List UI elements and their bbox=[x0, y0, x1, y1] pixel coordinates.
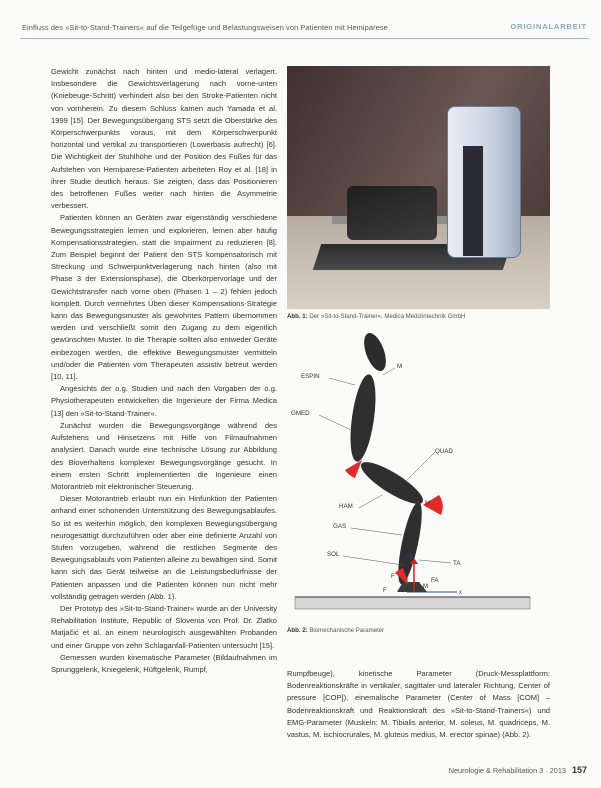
header-rule bbox=[20, 38, 589, 39]
page-footer bbox=[449, 765, 587, 775]
head-segment bbox=[360, 330, 391, 374]
right-text-column: Rumpfbeuge), kinetische Parameter (Druck-Messplattform: Bodenreaktionskräfte in vertikaler, sagittaler und lateraler Richtung, Center of pressure [COP]), einemalische Parameter (Center of Mass [COM] – Bodenreaktionskraft und Reaktionskraft des »Sit-to-Stand-Trainers«) und EMG-Parameter (Muskeln: M. Tibialis anterior, M. soleus, M. quadriceps, M. vastus, M. ischiocrurales, M. gluteus medius, M. erector spinae) (Abb. 2). bbox=[287, 669, 550, 740]
knee-moment-label: M bbox=[423, 583, 429, 590]
ham-label: HAM bbox=[339, 503, 353, 510]
figure2-caption bbox=[287, 627, 384, 634]
x-axis-label: x bbox=[459, 589, 463, 596]
ham-leader bbox=[359, 495, 382, 508]
figure2-caption-text: Biomechanische Parameter bbox=[309, 627, 385, 634]
paragraph: Patienten können an Geräten zwar eigenständig verschiedene Bewegungsstrategien lernen und explorieren, lernen aber häufig Kompensationsstrategien, statt die Impairment zu reduzieren [8]. Zum Beispiel beginnt der Patient den STS kompensatorisch mit Streckung und Schwerpunktverlagerung nach hinten (also mit Phase 3 der Extensionsphase), die Oberkörpervorlage und der Gewichtstransfer nach vorne oben (Phasen 1 – 2) fehlen jedoch komplett. Durch vermehrtes Üben dieser Kompensations-Strategie kann das Bewegungsmuster als gewohntes Pattern übernommen werden und verschließt somit den Zugang zu dem eigentlich gewünschten Muster. In die Therapie sollten also entweder Geräte einbezogen werden, die effektive Bewegungsmuster vermitteln und/oder die Patienten vom Therapeuten assistiv betreut werden [10, 11]. bbox=[51, 213, 277, 382]
trainer-column-panel bbox=[463, 146, 483, 256]
force-a-label: FA bbox=[431, 577, 439, 584]
paragraph: Dieser Motorantrieb erlaubt nun ein Hinfunktion der Patienten anhand einer schonenden Unterstützung des Bewegungsablaufes. So ist es weiterhin möglich, den komplexen Bewegungsübergang neurogesättigt durchzuführen oder aber eine definierte Anzahl von Stufen vorzugeben, während die restlichen Segmente des Bewegungsablaufs vom Patienten alleine zu bewältigen sind. Somit kann sich das Gerät teilweise an die Leistungsbedürfnisse der Patienten anpassen und die Patienten können nun nicht mehr vollständig getragen werden (Abb. 1). bbox=[51, 494, 277, 601]
paragraph: Angesichts der o.g. Studien und nach den Vorgaben der o.g. Physiotherapeuten entwickelten die Ingenieure der Firma Medica [13] den »Sit-to-Stand-Trainer«. bbox=[51, 384, 277, 418]
left-text-column bbox=[51, 66, 277, 756]
trainer-column bbox=[447, 106, 521, 258]
y-axis-label: y bbox=[409, 553, 413, 560]
journal-name: Neurologie & Rehabilitation 3 · 2013 bbox=[448, 766, 566, 775]
running-header bbox=[12, 22, 589, 36]
paragraph: Gemessen wurden kinematische Parameter (Bildaufnahmen im Sprunggelenk, Kniegelenk, Hüftgelenk, Rumpf, bbox=[51, 652, 277, 674]
paragraph: Der Prototyp des »Sit-to-Stand-Trainer« wurde an der University Rehabilitation Institute, Republic of Slovenia von Prof. Dr. Zlatko Matjačić et al. an einem neurologisch ausgewählten Probanden und einer Gruppe von zehn Schlaganfall-Patienten untersucht [15]. bbox=[51, 603, 277, 650]
trunk-segment bbox=[346, 373, 380, 463]
sol-leader bbox=[343, 556, 403, 565]
figure1-caption-label: Abb. 1: bbox=[287, 313, 308, 320]
gmed-leader bbox=[319, 415, 351, 430]
ta-leader bbox=[419, 560, 451, 563]
espin-leader bbox=[329, 378, 355, 385]
sol-label: SOL bbox=[327, 551, 340, 558]
gmed-label: GMED bbox=[291, 410, 310, 417]
ground-hatch bbox=[295, 597, 530, 609]
gas-label: GAS bbox=[333, 523, 347, 530]
paragraph: Gewicht zunächst nach hinten und medio-lateral verlagert. Insbesondere die Gewichtsverlagerung nach vorne-unten (Kniebeuge-Schritt) verhindert also bei den Stroke-Patienten nicht von vornherein. Zu diesem Schluss kamen auch Yamada et al. 1999 [15]. Der Bewegungsübergang STS setzt die Oberstärke des Körperschwerpunkts voraus, mit dem Körperschwerpunkt horizontal und vertikal zu transportieren (Lowerbasis aufrecht) [6]. Die Wichtigkeit der Stuhlhöhe und der Position des Fußes für das Aufstehen von Hemiparese-Patienten arbeiteten Roy et al. [18] in ihrer Studie deutlich heraus. Sie zeigten, dass das Positionieren des betroffenen Fußes weiter nach hinten die Asymmetrie verbessert. bbox=[51, 67, 277, 211]
hip-moment-wedge bbox=[345, 460, 362, 478]
ta-label: TA bbox=[453, 560, 461, 567]
figure1-caption bbox=[287, 313, 465, 320]
running-title: Einfluss des »Sit-to-Stand-Trainers« auf die Teilgefüge und Belastungsweisen von Patienten mit Hemiparese bbox=[22, 23, 388, 32]
page-number: 157 bbox=[571, 765, 587, 775]
thigh-segment bbox=[356, 455, 431, 510]
trunk-moment-label: M bbox=[397, 363, 403, 370]
force-label: F bbox=[391, 573, 395, 580]
quad-leader bbox=[407, 452, 435, 480]
biomechanics-diagram bbox=[287, 330, 550, 620]
figure2-caption-label: Abb. 2: bbox=[287, 627, 308, 634]
trainer-seat bbox=[347, 186, 437, 240]
grf-label: F bbox=[383, 587, 387, 594]
espin-label: ESPIN bbox=[301, 373, 320, 380]
gas-leader bbox=[351, 528, 402, 535]
figure1-caption-text: Der »Sit-to-Stand-Trainer«, Medica Medizintechnik GmbH bbox=[309, 313, 466, 320]
mt-leader bbox=[383, 368, 395, 375]
paragraph: Zunächst wurden die Bewegungsvorgänge während des Aufstehens und Hinsetzens mit Hilfe von Filmaufnahmen analysiert. Danach wurde eine technische Lösung zur Abbildung des Bioverhaltens komplexer Bewegungsvorgänge gesucht. In einem ersten Schritt implementierten die Ingenieure einen Motorantrieb mit elektronischer Steuerung. bbox=[51, 420, 277, 491]
sit-to-stand-trainer-photo bbox=[287, 66, 550, 309]
section-label: ORIGINALARBEIT bbox=[510, 22, 587, 31]
quad-label: QUAD bbox=[435, 448, 453, 455]
hip-moment-label: M bbox=[425, 500, 431, 507]
